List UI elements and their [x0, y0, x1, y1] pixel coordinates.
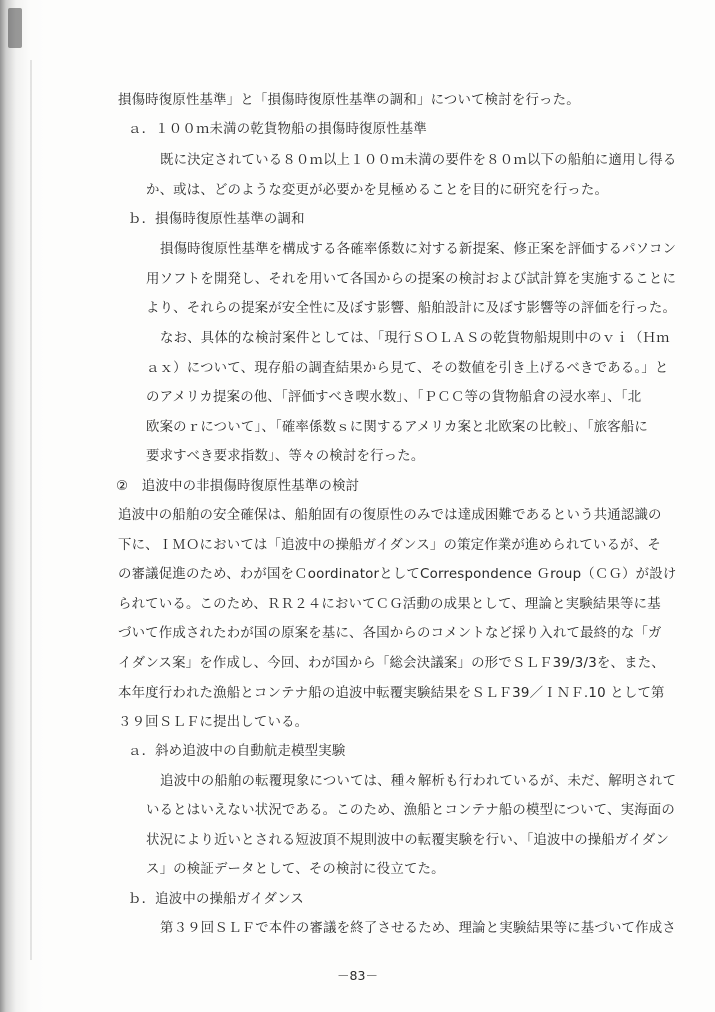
text-line: ａｘ）について、現存船の調査結果から見て、その数値を引き上げるべきである。」と [146, 361, 669, 376]
text-line: 本年度行われた漁船とコンテナ船の追波中転覆実験結果をＳＬＦ39／ＩＮＦ.10 として第 [118, 686, 665, 701]
text-line: 損傷時復原性基準を構成する各確率係数に対する新提案、修正案を評価するパソコン [160, 242, 677, 257]
text-line: 欧案のｒについて」、「確率係数ｓに関するアメリカ案と北欧案の比較」、「旅客船に [146, 420, 649, 435]
binding-streak [30, 60, 32, 960]
section-heading-b: ｂ．損傷時復原性基準の調和 [128, 212, 305, 227]
text-line: イダンス案」を作成し、今回、わが国から「総会決議案」の形でＳＬＦ39/3/3を、また、 [118, 656, 665, 671]
text-line: 第３９回ＳＬＦで本件の審議を終了させるため、理論と実験結果等に基づいて作成さ [160, 921, 676, 936]
section-heading-a: ａ．斜め追波中の自動航走模型実験 [128, 744, 346, 759]
text-line: 追波中の船舶の安全確保は、船舶固有の復原性のみでは達成困難であるという共通認識の [118, 508, 662, 523]
text-line: のアメリカ提案の他、「評価すべき喫水数」、「ＰＣＣ等の貨物船倉の浸水率」、「北 [146, 390, 642, 405]
text-line: 要求すべき要求指数」、等々の検討を行った。 [146, 449, 425, 464]
page-number: －83－ [337, 968, 378, 983]
text-line: 用ソフトを開発し、それを用いて各国からの提案の検討および試計算を実施することに [146, 272, 677, 287]
section-heading-b: ｂ．追波中の操船ガイダンス [128, 892, 305, 907]
text-line: 損傷時復原性基準」と「損傷時復原性基準の調和」について検討を行った。 [118, 93, 580, 108]
text-line: 追波中の船舶の転覆現象については、種々解析も行われているが、未だ、解明されて [160, 774, 677, 789]
section-heading-a: ａ．１００ｍ未満の乾貨物船の損傷時復原性基準 [128, 122, 427, 137]
text-line: なお、具体的な検討案件としては、「現行ＳＯＬＡＳの乾貨物船規則中のｖｉ（Ｈｍ [160, 331, 670, 346]
text-line: 既に決定されている８０ｍ以上１００ｍ未満の要件を８０ｍ以下の船舶に適用し得る [160, 153, 677, 168]
text-line: ３９回ＳＬＦに提出している。 [118, 715, 309, 730]
text-line: られている。このため、ＲＲ２４においてＣＧ活動の成果として、理論と実験結果等に基 [118, 597, 661, 612]
binding-mark [8, 8, 22, 48]
text-line: いるとはいえない状況である。このため、漁船とコンテナ船の模型について、実海面の [146, 803, 675, 818]
text-line: か、或は、どのような変更が必要かを見極めることを目的に研究を行った。 [146, 183, 609, 198]
text-line: づいて作成されたわが国の原案を基に、各国からのコメントなど採り入れて最終的な「ガ [118, 626, 662, 641]
section-heading-2: ② 追波中の非損傷時復原性基準の検討 [116, 479, 360, 494]
text-line: ス」の検証データとして、その検討に役立てた。 [146, 862, 445, 877]
text-line: の審議促進のため、わが国をＣoordinatorとしてCorrespondence Ｇroup（ＣＧ）が設け [118, 567, 677, 582]
text-line: 状況により近いとされる短波頂不規則波中の転覆実験を行い、「追波中の操船ガイダン [146, 833, 670, 848]
binding-shadow [0, 0, 46, 1012]
text-line: 下に、ＩＭＯにおいては「追波中の操船ガイダンス」の策定作業が進められているが、そ [118, 538, 661, 553]
text-line: より、それらの提案が安全性に及ぼす影響、船舶設計に及ぼす影響等の評価を行った。 [146, 301, 677, 316]
